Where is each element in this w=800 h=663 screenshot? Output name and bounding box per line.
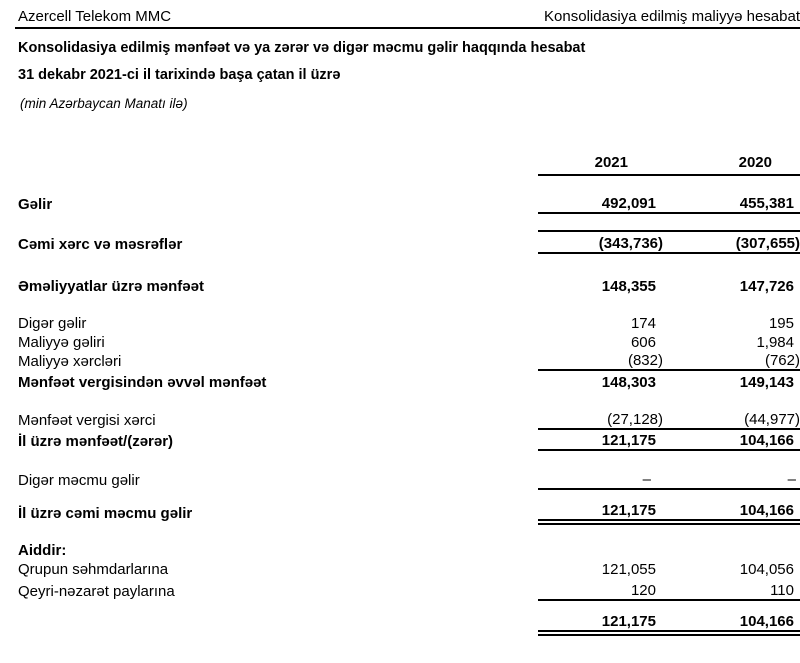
value-2021: 174 bbox=[630, 315, 656, 332]
company-name: Azercell Telekom MMC bbox=[18, 8, 172, 25]
value-2020: – bbox=[666, 468, 800, 489]
value-2020: 104,166 bbox=[666, 501, 800, 522]
value-2021: 606 bbox=[630, 334, 656, 351]
statement-period: 31 dekabr 2021-ci il tarixində başa çatan il üzrə bbox=[18, 67, 341, 83]
spacer-cell bbox=[18, 175, 800, 191]
value-2020: 195 bbox=[768, 315, 794, 332]
spacer-cell bbox=[18, 600, 800, 611]
column-header-2021: 2021 bbox=[538, 149, 666, 175]
spacer-cell bbox=[18, 213, 800, 231]
value-2021: 121,175 bbox=[538, 611, 666, 633]
row-label: Qrupun səhmdarlarına bbox=[18, 561, 169, 578]
statement-title: Konsolidasiya edilmiş mənfəət və ya zərər və digər məcmu gəlir haqqında hesabat bbox=[18, 40, 586, 56]
value-2020: (762) bbox=[666, 351, 800, 370]
value-2021 bbox=[538, 542, 666, 559]
row-label bbox=[18, 611, 538, 633]
value-2021: (832) bbox=[538, 351, 666, 370]
column-header-row bbox=[18, 149, 800, 175]
column-header-empty bbox=[18, 149, 538, 175]
table-row bbox=[18, 501, 800, 522]
value-2020: 104,056 bbox=[739, 561, 794, 578]
row-label: Mənfəət vergisi xərci bbox=[18, 412, 156, 429]
value-2021: 120 bbox=[538, 578, 666, 600]
value-2020: 110 bbox=[666, 578, 800, 600]
row-label: Maliyyə gəliri bbox=[18, 334, 105, 351]
value-2020: 455,381 bbox=[666, 191, 800, 213]
row-label: Mənfəət vergisindən əvvəl mənfəət bbox=[18, 374, 267, 391]
value-2020: 147,726 bbox=[739, 278, 794, 295]
spacer-row bbox=[18, 391, 800, 407]
table-row bbox=[18, 611, 800, 633]
value-2021: – bbox=[538, 468, 666, 489]
spacer-cell bbox=[18, 450, 800, 468]
table-row bbox=[18, 313, 800, 332]
row-label: Qeyri-nəzarət paylarına bbox=[18, 583, 175, 600]
report-name: Konsolidasiya edilmiş maliyyə hesabat bbox=[544, 8, 800, 25]
value-2021: 121,175 bbox=[538, 429, 666, 450]
value-2020: 104,166 bbox=[666, 429, 800, 450]
value-2020: 149,143 bbox=[739, 374, 794, 391]
statement-rows bbox=[18, 175, 800, 633]
row-label: Aiddir: bbox=[18, 542, 67, 559]
row-label: Cəmi xərc və məsrəflər bbox=[18, 236, 183, 253]
table-row bbox=[18, 191, 800, 213]
value-2020: 1,984 bbox=[756, 334, 794, 351]
spacer-cell bbox=[18, 295, 800, 313]
row-label: İl üzrə cəmi məcmu gəlir bbox=[18, 505, 193, 522]
row-label: Maliyyə xərcləri bbox=[18, 353, 122, 370]
value-2020: (44,977) bbox=[666, 407, 800, 429]
spacer-row bbox=[18, 450, 800, 468]
value-2021: 148,303 bbox=[601, 374, 656, 391]
table-row bbox=[18, 370, 800, 391]
document-header bbox=[15, 0, 800, 29]
income-statement-table bbox=[18, 149, 800, 636]
value-2021: 492,091 bbox=[538, 191, 666, 213]
row-label: Digər məcmu gəlir bbox=[18, 472, 140, 489]
spacer-row bbox=[18, 600, 800, 611]
table-row bbox=[18, 429, 800, 450]
spacer-row bbox=[18, 489, 800, 501]
value-2021: 148,355 bbox=[601, 278, 656, 295]
table-row bbox=[18, 559, 800, 578]
row-label: Əməliyyatlar üzrə mənfəət bbox=[18, 278, 204, 295]
table-row bbox=[18, 542, 800, 559]
table-row bbox=[18, 332, 800, 351]
row-label: İl üzrə mənfəət/(zərər) bbox=[18, 433, 174, 450]
value-2020: 104,166 bbox=[666, 611, 800, 633]
table-row bbox=[18, 231, 800, 253]
value-2021: (343,736) bbox=[538, 231, 666, 253]
row-label: Digər gəlir bbox=[18, 315, 87, 332]
spacer-row bbox=[18, 213, 800, 231]
value-2020: (307,655) bbox=[666, 231, 800, 253]
value-2021: 121,175 bbox=[538, 501, 666, 522]
table-row bbox=[18, 407, 800, 429]
table-row bbox=[18, 468, 800, 489]
table-row bbox=[18, 351, 800, 370]
currency-note: (min Azərbaycan Manatı ilə) bbox=[20, 96, 188, 111]
spacer-cell bbox=[18, 391, 800, 407]
spacer-row bbox=[18, 295, 800, 313]
column-header-2020: 2020 bbox=[666, 149, 800, 175]
table-row bbox=[18, 578, 800, 600]
spacer-cell bbox=[18, 522, 800, 542]
value-2020 bbox=[666, 542, 800, 559]
table-row bbox=[18, 273, 800, 295]
spacer-cell bbox=[18, 489, 800, 501]
value-2021: 121,055 bbox=[601, 561, 656, 578]
spacer-cell bbox=[18, 253, 800, 273]
spacer-row bbox=[18, 253, 800, 273]
spacer-row bbox=[18, 175, 800, 191]
value-2021: (27,128) bbox=[538, 407, 666, 429]
spacer-row bbox=[18, 522, 800, 542]
row-label: Gəlir bbox=[18, 196, 53, 213]
